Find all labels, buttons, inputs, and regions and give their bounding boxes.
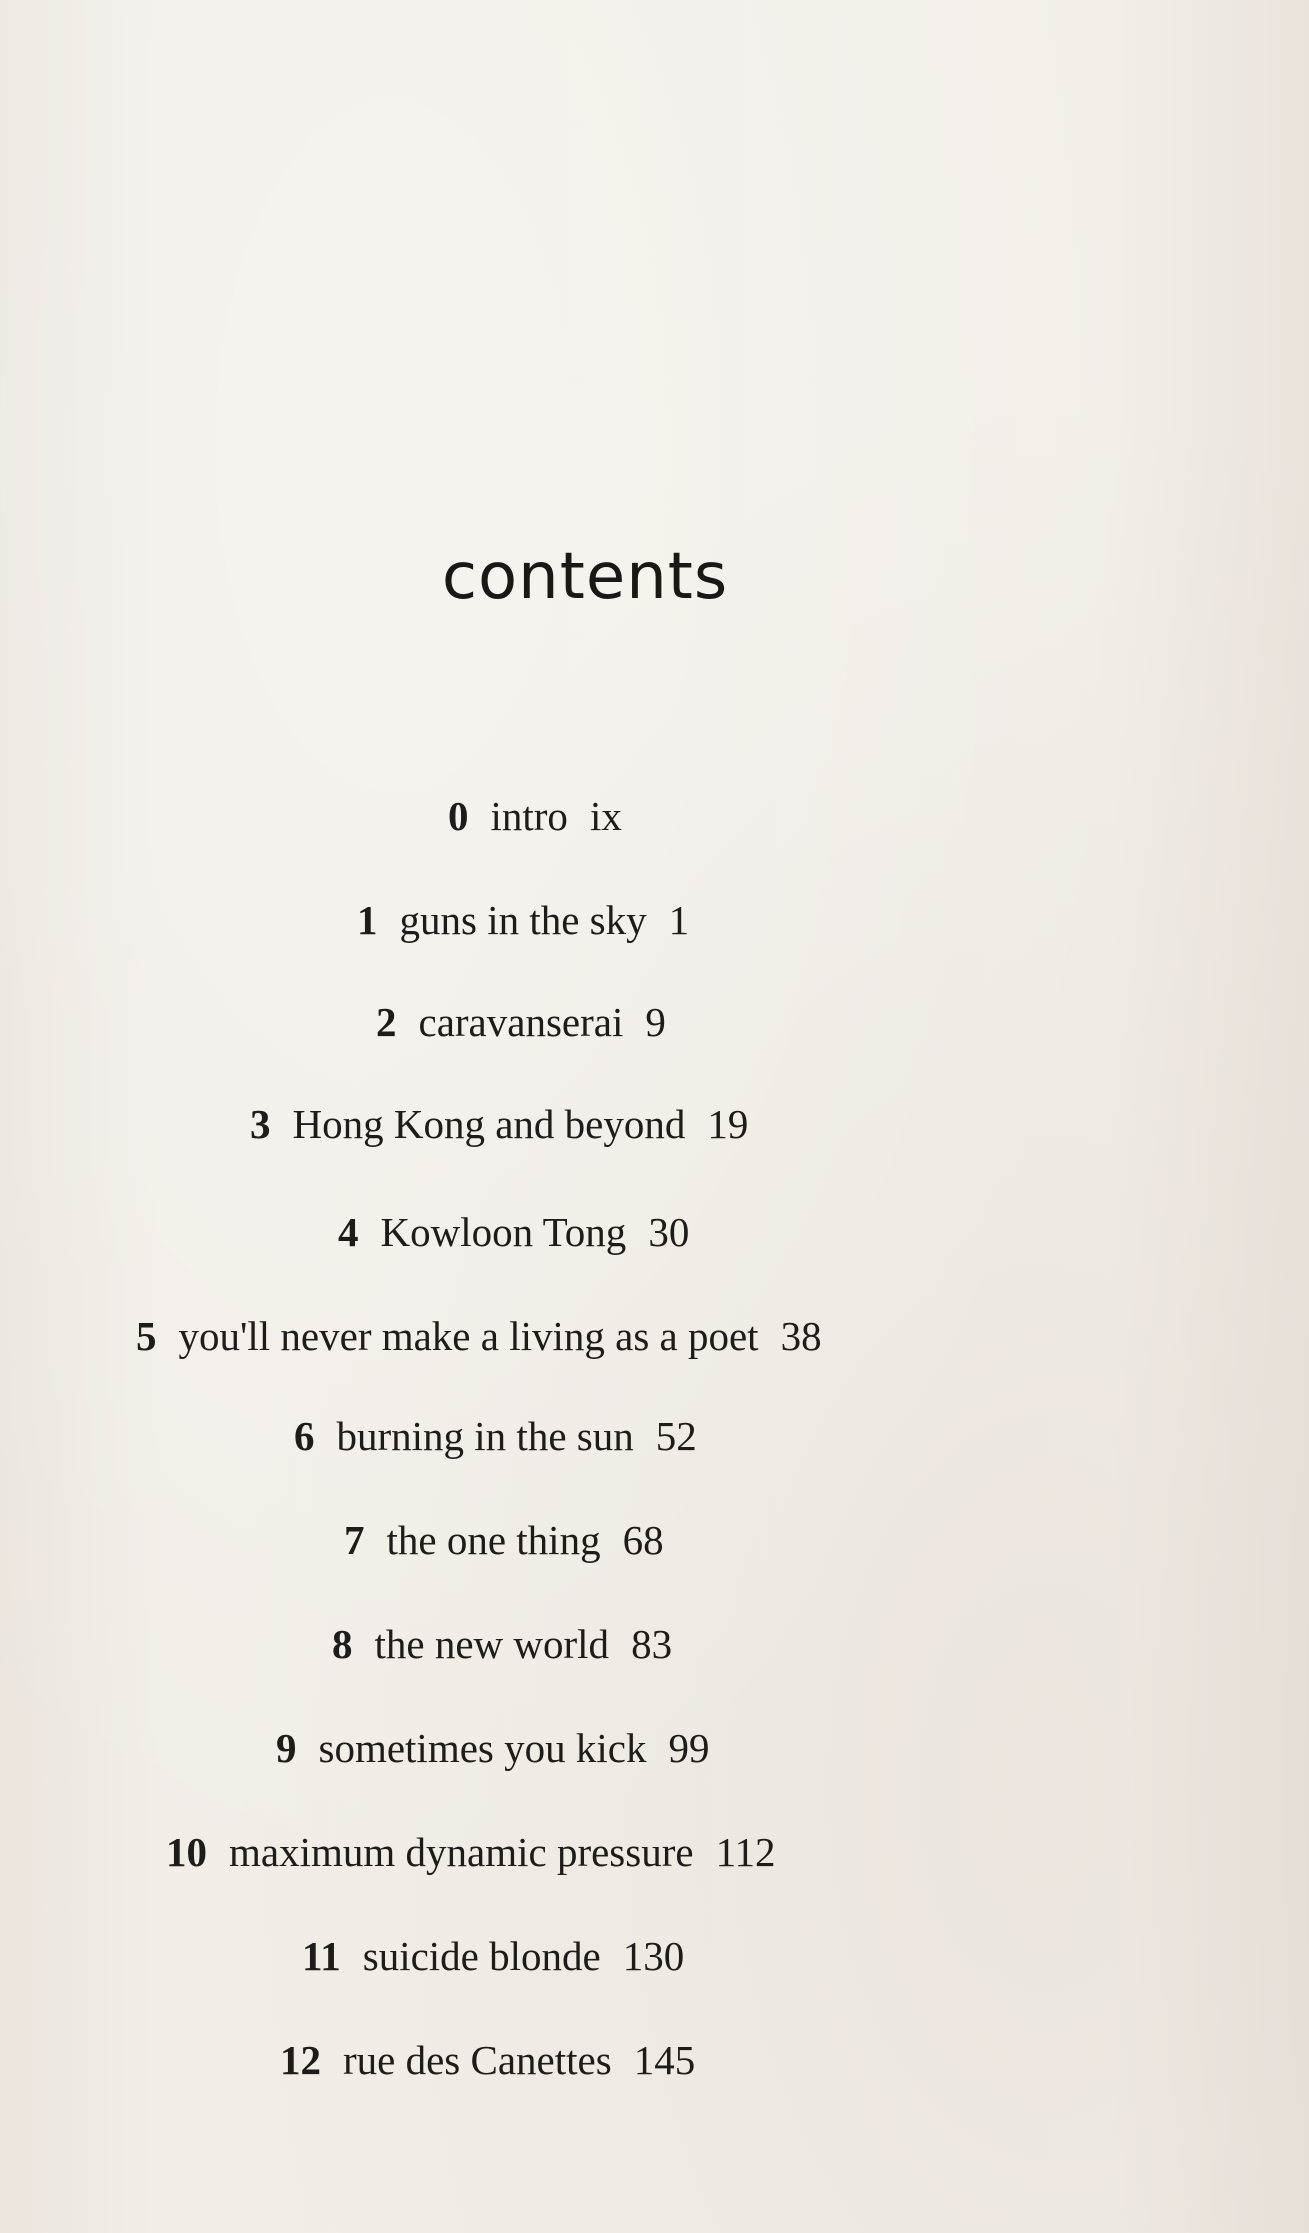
chapter-number: 2 — [376, 999, 397, 1045]
chapter-title: the new world — [374, 1621, 610, 1667]
page-number: 112 — [715, 1829, 776, 1875]
toc-entry — [302, 1932, 684, 1980]
chapter-number: 0 — [448, 793, 469, 839]
chapter-number: 5 — [136, 1313, 157, 1359]
page-number: 52 — [655, 1413, 697, 1459]
toc-entry — [136, 1312, 822, 1360]
chapter-title: sometimes you kick — [318, 1725, 647, 1771]
chapter-title: maximum dynamic pressure — [229, 1829, 694, 1875]
chapter-title: Kowloon Tong — [380, 1209, 627, 1255]
toc-entry — [338, 1208, 689, 1256]
toc-entry — [332, 1620, 672, 1668]
page-number: ix — [589, 793, 622, 839]
chapter-title: suicide blonde — [362, 1933, 601, 1979]
chapter-title: burning in the sun — [336, 1413, 634, 1459]
toc-entry — [250, 1100, 748, 1148]
page-number: 68 — [622, 1517, 664, 1563]
toc-entry — [448, 792, 622, 840]
chapter-title: the one thing — [386, 1517, 601, 1563]
page-number: 30 — [648, 1209, 690, 1255]
chapter-number: 12 — [280, 2037, 321, 2083]
toc-entry — [166, 1828, 776, 1876]
chapter-title: you'll never make a living as a poet — [178, 1313, 759, 1359]
chapter-number: 9 — [276, 1725, 297, 1771]
page-number: 19 — [707, 1101, 749, 1147]
chapter-title: caravanserai — [418, 999, 624, 1045]
toc-entry — [280, 2036, 695, 2084]
toc-entry — [376, 998, 666, 1046]
toc-entry — [344, 1516, 664, 1564]
chapter-number: 1 — [357, 897, 378, 943]
chapter-title: Hong Kong and beyond — [292, 1101, 686, 1147]
page-number: 83 — [631, 1621, 673, 1667]
toc-entry — [276, 1724, 709, 1772]
toc-entry — [357, 896, 689, 944]
chapter-number: 11 — [302, 1933, 341, 1979]
chapter-number: 4 — [338, 1209, 359, 1255]
page-number: 99 — [668, 1725, 710, 1771]
toc-entry — [294, 1412, 697, 1460]
chapter-number: 10 — [166, 1829, 207, 1875]
page-number: 130 — [622, 1933, 685, 1979]
page-number: 145 — [633, 2037, 696, 2083]
chapter-number: 6 — [294, 1413, 315, 1459]
chapter-title: rue des Canettes — [343, 2037, 612, 2083]
chapter-number: 8 — [332, 1621, 353, 1667]
chapter-number: 7 — [344, 1517, 365, 1563]
contents-heading: contents — [441, 540, 729, 614]
chapter-number: 3 — [250, 1101, 271, 1147]
page-number: 1 — [668, 897, 690, 943]
page-number: 38 — [780, 1313, 822, 1359]
chapter-title: guns in the sky — [399, 897, 647, 943]
page-number: 9 — [645, 999, 666, 1045]
chapter-title: intro — [490, 793, 568, 839]
